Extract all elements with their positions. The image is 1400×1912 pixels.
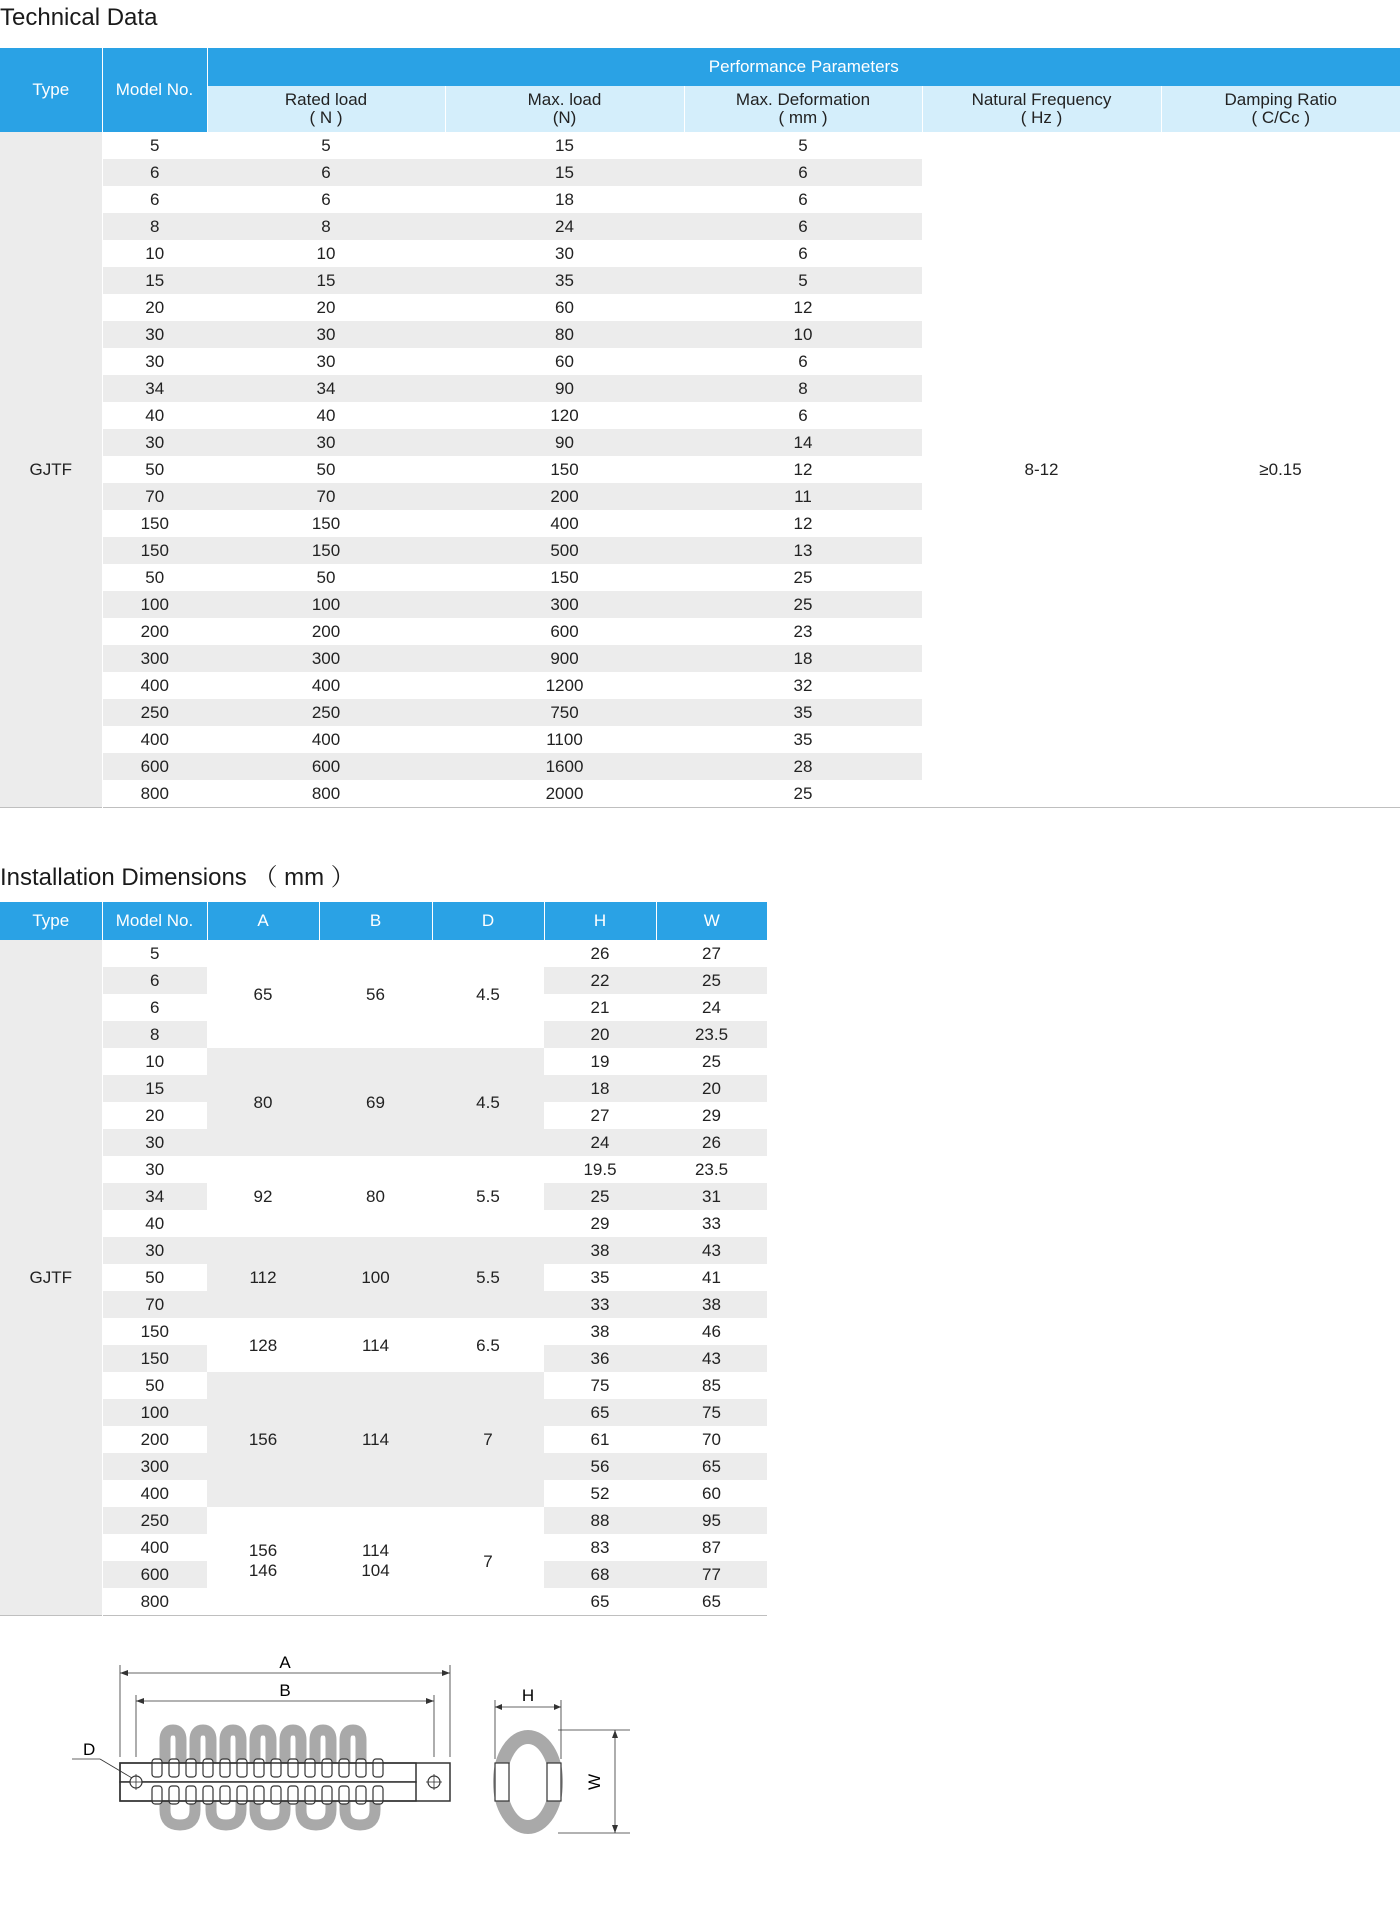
header-w: W [656,902,767,940]
dimension-b-label: B [279,1681,291,1700]
max-load-cell: 150 [445,564,684,591]
max-deformation-cell: 12 [684,456,922,483]
max-load-cell: 15 [445,159,684,186]
header-d: D [432,902,544,940]
dimension-w-cell: 20 [656,1075,767,1102]
dimension-w-cell: 60 [656,1480,767,1507]
dimension-h-cell: 33 [544,1291,656,1318]
dimension-h-cell: 65 [544,1399,656,1426]
table-row [0,1048,767,1075]
dimension-a-cell: 65 [207,940,319,1048]
dimension-h-label: H [521,1686,535,1705]
header-h: H [544,902,656,940]
dimension-w-cell: 25 [656,1048,767,1075]
installation-dimensions-table [0,902,767,1616]
max-load-cell: 150 [445,456,684,483]
model-no-cell: 6 [102,967,207,994]
dimension-b-cell: 56 [319,940,432,1048]
model-no-cell: 6 [102,994,207,1021]
table-row [0,1507,767,1534]
header-type: Type [0,48,102,132]
max-load-cell: 750 [445,699,684,726]
rated-load-cell: 50 [207,456,445,483]
table-row [0,1237,767,1264]
dimension-w-cell: 31 [656,1183,767,1210]
dimension-d-cell: 7 [432,1372,544,1507]
dimension-d-label: D [83,1740,96,1759]
model-no-cell: 30 [102,321,207,348]
rated-load-cell: 250 [207,699,445,726]
max-load-cell: 400 [445,510,684,537]
header-model-no: Model No. [102,902,207,940]
dimension-d-cell: 4.5 [432,940,544,1048]
installation-diagram [70,1645,650,1845]
header-type: Type [0,902,102,940]
model-no-cell: 50 [102,1264,207,1291]
dimension-w-cell: 65 [656,1453,767,1480]
model-no-cell: 30 [102,348,207,375]
max-deformation-cell: 35 [684,726,922,753]
model-no-cell: 800 [102,1588,207,1616]
model-no-cell: 30 [102,1237,207,1264]
model-no-cell: 20 [102,294,207,321]
dimension-w-cell: 77 [656,1561,767,1588]
rated-load-cell: 300 [207,645,445,672]
model-no-cell: 15 [102,267,207,294]
max-deformation-cell: 8 [684,375,922,402]
max-deformation-cell: 5 [684,267,922,294]
model-no-cell: 34 [102,375,207,402]
max-deformation-cell: 32 [684,672,922,699]
dimension-w-cell: 24 [656,994,767,1021]
rated-load-cell: 40 [207,402,445,429]
max-load-cell: 500 [445,537,684,564]
dimension-w-cell: 33 [656,1210,767,1237]
type-cell: GJTF [0,940,102,1616]
model-no-cell: 5 [102,132,207,159]
max-load-cell: 24 [445,213,684,240]
max-load-cell: 600 [445,618,684,645]
dimension-a-cell: 156 [207,1372,319,1507]
table-row [0,940,767,967]
natural-frequency-cell: 8-12 [922,132,1161,808]
header-model-no: Model No. [102,48,207,132]
dimension-w-cell: 95 [656,1507,767,1534]
model-no-cell: 15 [102,1075,207,1102]
max-deformation-cell: 13 [684,537,922,564]
dimension-h-cell: 38 [544,1318,656,1345]
rated-load-cell: 800 [207,780,445,808]
dimension-b-cell: 100 [319,1237,432,1318]
dimension-w-cell: 26 [656,1129,767,1156]
dimension-h-cell: 19 [544,1048,656,1075]
model-no-cell: 150 [102,537,207,564]
max-deformation-cell: 11 [684,483,922,510]
model-no-cell: 50 [102,1372,207,1399]
side-view-drawing [72,1653,450,1825]
dimension-h-cell: 18 [544,1075,656,1102]
dimension-h-cell: 24 [544,1129,656,1156]
model-no-cell: 400 [102,1534,207,1561]
dimension-h-cell: 38 [544,1237,656,1264]
header-damping-ratio: Damping Ratio ( C/Cc ) [1161,86,1400,132]
model-no-cell: 40 [102,402,207,429]
model-no-cell: 50 [102,456,207,483]
model-no-cell: 6 [102,186,207,213]
rated-load-cell: 100 [207,591,445,618]
dimension-h-cell: 36 [544,1345,656,1372]
dimension-b-cell: 80 [319,1156,432,1237]
dimension-d-cell: 6.5 [432,1318,544,1372]
technical-data-table [0,48,1400,808]
model-no-cell: 20 [102,1102,207,1129]
max-deformation-cell: 12 [684,294,922,321]
damping-ratio-cell: ≥0.15 [1161,132,1400,808]
max-deformation-cell: 25 [684,591,922,618]
model-no-cell: 300 [102,645,207,672]
model-no-cell: 200 [102,1426,207,1453]
max-load-cell: 90 [445,429,684,456]
model-no-cell: 400 [102,726,207,753]
max-load-cell: 80 [445,321,684,348]
rated-load-cell: 6 [207,159,445,186]
dimension-h-cell: 68 [544,1561,656,1588]
dimension-h-cell: 88 [544,1507,656,1534]
dimension-w-cell: 41 [656,1264,767,1291]
dimension-a-cell: 112 [207,1237,319,1318]
dimension-a-cell: 92 [207,1156,319,1237]
max-deformation-cell: 14 [684,429,922,456]
model-no-cell: 50 [102,564,207,591]
rated-load-cell: 5 [207,132,445,159]
max-load-cell: 300 [445,591,684,618]
dimension-h-cell: 75 [544,1372,656,1399]
end-view-drawing [495,1686,630,1833]
model-no-cell: 30 [102,1156,207,1183]
dimension-w-cell: 87 [656,1534,767,1561]
dimension-w-cell: 75 [656,1399,767,1426]
type-cell: GJTF [0,132,102,808]
dimension-w-cell: 43 [656,1345,767,1372]
rated-load-cell: 30 [207,429,445,456]
dimension-w-cell: 29 [656,1102,767,1129]
dimension-w-cell: 23.5 [656,1021,767,1048]
model-no-cell: 8 [102,1021,207,1048]
model-no-cell: 34 [102,1183,207,1210]
max-load-cell: 60 [445,294,684,321]
dimension-h-cell: 19.5 [544,1156,656,1183]
rated-load-cell: 30 [207,348,445,375]
dimension-w-cell: 25 [656,967,767,994]
header-b: B [319,902,432,940]
header-rated-load: Rated load ( N ) [207,86,445,132]
model-no-cell: 250 [102,699,207,726]
rated-load-cell: 8 [207,213,445,240]
rated-load-cell: 50 [207,564,445,591]
dimension-d-cell: 5.5 [432,1237,544,1318]
model-no-cell: 40 [102,1210,207,1237]
rated-load-cell: 200 [207,618,445,645]
model-no-cell: 300 [102,1453,207,1480]
dimension-h-cell: 61 [544,1426,656,1453]
rated-load-cell: 400 [207,672,445,699]
dimension-h-cell: 21 [544,994,656,1021]
max-load-cell: 2000 [445,780,684,808]
max-load-cell: 120 [445,402,684,429]
dimension-w-cell: 70 [656,1426,767,1453]
max-deformation-cell: 10 [684,321,922,348]
table-row [0,1156,767,1183]
max-load-cell: 35 [445,267,684,294]
model-no-cell: 400 [102,1480,207,1507]
installation-dimensions-title: Installation Dimensions （ mm ） [0,864,355,891]
dimension-h-cell: 83 [544,1534,656,1561]
rated-load-cell: 70 [207,483,445,510]
rated-load-cell: 600 [207,753,445,780]
model-no-cell: 100 [102,1399,207,1426]
dimension-w-cell: 46 [656,1318,767,1345]
model-no-cell: 8 [102,213,207,240]
model-no-cell: 400 [102,672,207,699]
header-a: A [207,902,319,940]
max-load-cell: 1200 [445,672,684,699]
dimension-w-label: W [585,1773,604,1791]
dimension-h-cell: 52 [544,1480,656,1507]
model-no-cell: 200 [102,618,207,645]
dimension-b-cell: 69 [319,1048,432,1156]
model-no-cell: 70 [102,1291,207,1318]
max-deformation-cell: 35 [684,699,922,726]
dimension-d-cell: 5.5 [432,1156,544,1237]
model-no-cell: 5 [102,940,207,967]
rated-load-cell: 20 [207,294,445,321]
rated-load-cell: 150 [207,510,445,537]
technical-data-title: Technical Data [0,4,158,31]
max-load-cell: 200 [445,483,684,510]
max-load-cell: 18 [445,186,684,213]
max-deformation-cell: 6 [684,348,922,375]
header-max-load: Max. load (N) [445,86,684,132]
max-deformation-cell: 6 [684,186,922,213]
dimension-w-cell: 27 [656,940,767,967]
rated-load-cell: 6 [207,186,445,213]
dimension-h-cell: 65 [544,1588,656,1616]
max-load-cell: 900 [445,645,684,672]
rated-load-cell: 30 [207,321,445,348]
model-no-cell: 100 [102,591,207,618]
model-no-cell: 600 [102,1561,207,1588]
max-deformation-cell: 28 [684,753,922,780]
max-deformation-cell: 6 [684,240,922,267]
max-load-cell: 60 [445,348,684,375]
dimension-w-cell: 43 [656,1237,767,1264]
dimension-w-cell: 85 [656,1372,767,1399]
dimension-w-cell: 65 [656,1588,767,1616]
max-load-cell: 1100 [445,726,684,753]
dimension-h-cell: 26 [544,940,656,967]
rated-load-cell: 10 [207,240,445,267]
model-no-cell: 600 [102,753,207,780]
dimension-h-cell: 25 [544,1183,656,1210]
table-row [0,1318,767,1345]
dimension-a-cell [207,1507,319,1616]
dimension-b-cell: 114 [319,1318,432,1372]
dimension-a-cell: 128 [207,1318,319,1372]
dimension-d-cell: 7 [432,1507,544,1616]
rated-load-cell: 15 [207,267,445,294]
model-no-cell: 6 [102,159,207,186]
model-no-cell: 30 [102,1129,207,1156]
max-load-cell: 1600 [445,753,684,780]
dimension-b-cell: 114 [319,1372,432,1507]
dimension-b-value-alt: 104 [361,1561,390,1580]
model-no-cell: 10 [102,240,207,267]
model-no-cell: 800 [102,780,207,808]
model-no-cell: 150 [102,1318,207,1345]
dimension-a-value: 156 [248,1541,278,1560]
table-row [0,132,1400,159]
header-max-deformation: Max. Deformation ( mm ) [684,86,922,132]
header-natural-frequency: Natural Frequency ( Hz ) [922,86,1161,132]
max-deformation-cell: 5 [684,132,922,159]
max-deformation-cell: 25 [684,564,922,591]
dimension-w-cell: 38 [656,1291,767,1318]
dimension-a-label: A [279,1653,291,1672]
dimension-h-cell: 20 [544,1021,656,1048]
model-no-cell: 250 [102,1507,207,1534]
dimension-b-value: 114 [361,1541,390,1560]
max-deformation-cell: 6 [684,159,922,186]
max-load-cell: 15 [445,132,684,159]
model-no-cell: 30 [102,429,207,456]
dimension-b-cell [319,1507,432,1616]
dimension-h-cell: 56 [544,1453,656,1480]
dimension-a-cell: 80 [207,1048,319,1156]
model-no-cell: 70 [102,483,207,510]
dimension-w-cell: 23.5 [656,1156,767,1183]
max-deformation-cell: 6 [684,402,922,429]
max-deformation-cell: 12 [684,510,922,537]
dimension-h-cell: 27 [544,1102,656,1129]
rated-load-cell: 400 [207,726,445,753]
dimension-h-cell: 29 [544,1210,656,1237]
model-no-cell: 150 [102,1345,207,1372]
dimension-d-cell: 4.5 [432,1048,544,1156]
max-deformation-cell: 25 [684,780,922,808]
dimension-h-cell: 35 [544,1264,656,1291]
max-deformation-cell: 18 [684,645,922,672]
dimension-a-value-alt: 146 [248,1561,278,1580]
model-no-cell: 150 [102,510,207,537]
header-performance-parameters: Performance Parameters [207,48,1400,86]
max-load-cell: 30 [445,240,684,267]
max-deformation-cell: 23 [684,618,922,645]
rated-load-cell: 34 [207,375,445,402]
dimension-h-cell: 22 [544,967,656,994]
table-row [0,1372,767,1399]
rated-load-cell: 150 [207,537,445,564]
max-deformation-cell: 6 [684,213,922,240]
model-no-cell: 10 [102,1048,207,1075]
max-load-cell: 90 [445,375,684,402]
